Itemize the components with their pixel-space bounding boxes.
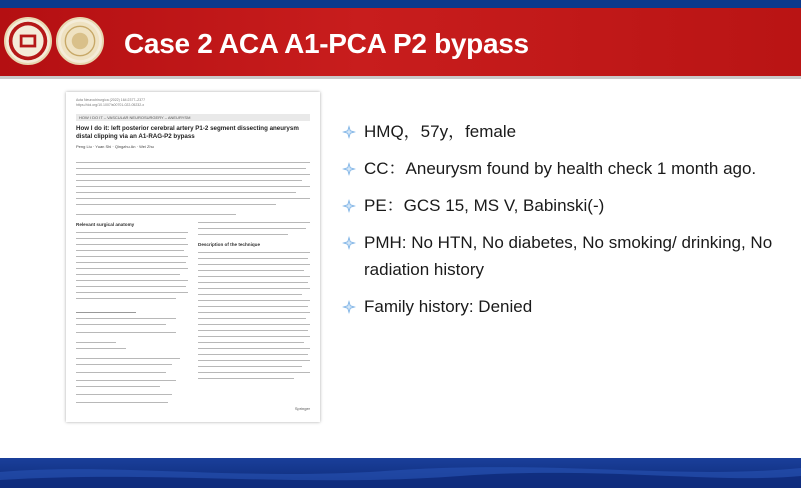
diamond-sparkle-icon	[342, 162, 356, 176]
paper-text-line	[198, 234, 288, 235]
bullet-text: HMQ，57y，female	[364, 122, 517, 141]
diamond-sparkle-icon	[342, 300, 356, 314]
bullet-item	[340, 118, 780, 145]
paper-text-line	[76, 324, 166, 325]
paper-heading-relevant: Relevant surgical anatomy	[76, 222, 135, 227]
paper-authors: Peng Liu · Yuan Shi · Qingzhu An · Wei Zhu	[76, 144, 154, 149]
paper-text-line	[76, 298, 176, 299]
paper-text-line	[76, 386, 160, 387]
diamond-sparkle-icon	[342, 125, 356, 139]
paper-text-line	[76, 168, 306, 169]
paper-text-line	[76, 380, 176, 381]
paper-text-line	[76, 192, 296, 193]
paper-text-line	[76, 394, 172, 395]
paper-text-line	[76, 162, 310, 163]
paper-meta-line: https://doi.org/10.1007/s00701-022-05232-x	[76, 102, 145, 107]
paper-text-line	[76, 358, 180, 359]
paper-text-line	[76, 250, 184, 251]
paper-text-line	[198, 330, 308, 331]
bullet-text: PMH: No HTN, No diabetes, No smoking/ drinking, No radiation history	[364, 233, 773, 279]
paper-meta-line: Acta Neurochirurgica (2022) 164:2377–2377	[76, 98, 146, 102]
slide-header	[0, 8, 801, 76]
paper-text-line	[76, 332, 176, 333]
paper-text-line	[198, 336, 310, 337]
paper-title: How I do it: left posterior cerebral artery P1-2 segment dissecting aneurysm distal clipping via an A1-RAG-P2 bypass	[76, 125, 299, 140]
paper-text-line	[198, 264, 310, 265]
diamond-sparkle-icon	[342, 236, 356, 250]
paper-text-line	[76, 204, 276, 205]
paper-text-line	[76, 174, 310, 175]
footer-wave-decoration	[0, 458, 801, 488]
paper-text-line	[76, 198, 310, 199]
paper-text-line	[76, 274, 180, 275]
paper-text-line	[198, 276, 310, 277]
paper-text-line	[76, 286, 186, 287]
paper-text-line	[198, 294, 302, 295]
paper-text-line	[198, 252, 310, 253]
paper-text-line	[198, 258, 308, 259]
slide-title: Case 2 ACA A1-PCA P2 bypass	[124, 28, 529, 59]
paper-publisher: Springer	[294, 406, 310, 411]
paper-text-line	[198, 288, 310, 289]
top-blue-strip	[0, 0, 801, 8]
paper-text-line	[76, 402, 168, 403]
hospital-seal-icon	[56, 17, 104, 65]
paper-text-line	[198, 378, 294, 379]
paper-text-line	[198, 300, 310, 301]
paper-text-line	[198, 318, 306, 319]
paper-text-line	[76, 256, 188, 257]
bullet-item	[340, 155, 780, 182]
paper-text-line	[198, 372, 310, 373]
paper-thumbnail	[66, 92, 320, 422]
paper-text-line	[76, 268, 188, 269]
university-seal-icon	[4, 17, 52, 65]
paper-text-line	[198, 306, 308, 307]
paper-text-line	[198, 360, 310, 361]
bullet-text: PE：GCS 15, MS V, Babinski(-)	[364, 196, 605, 215]
paper-text-line	[76, 180, 302, 181]
bullet-item	[340, 229, 780, 283]
paper-text-line	[198, 228, 306, 229]
paper-text-line	[76, 262, 186, 263]
paper-text-line	[198, 312, 310, 313]
diamond-sparkle-icon	[342, 199, 356, 213]
paper-text-line	[198, 366, 302, 367]
paper-text-line	[76, 214, 236, 215]
paper-text-line	[76, 372, 166, 373]
paper-footnote-rule	[76, 312, 136, 313]
paper-text-line	[198, 348, 310, 349]
bullet-text: Family history: Denied	[364, 297, 533, 316]
paper-text-line	[76, 348, 126, 349]
paper-heading-description: Description of the technique	[198, 242, 261, 247]
bullet-item	[340, 192, 780, 219]
paper-text-line	[76, 342, 116, 343]
paper-text-line	[198, 342, 304, 343]
paper-text-line	[76, 318, 176, 319]
paper-text-line	[76, 186, 310, 187]
bullet-item	[340, 293, 780, 320]
paper-text-line	[198, 270, 304, 271]
paper-text-line	[198, 324, 310, 325]
header-divider	[0, 76, 801, 79]
bullet-list	[340, 118, 780, 330]
paper-section-band: HOW I DO IT – VASCULAR NEUROSURGERY – ANEURYSM	[76, 114, 310, 121]
paper-text-line	[198, 222, 310, 223]
footer-band	[0, 458, 801, 488]
paper-meta	[76, 98, 196, 107]
paper-text-line	[76, 244, 188, 245]
paper-text-line	[198, 282, 308, 283]
paper-text-line	[76, 364, 172, 365]
paper-text-line	[76, 292, 188, 293]
paper-text-line	[76, 280, 188, 281]
paper-text-line	[198, 354, 308, 355]
paper-text-line	[76, 238, 186, 239]
paper-text-line	[76, 232, 188, 233]
bullet-text: CC：Aneurysm found by health check 1 month ago.	[364, 159, 757, 178]
